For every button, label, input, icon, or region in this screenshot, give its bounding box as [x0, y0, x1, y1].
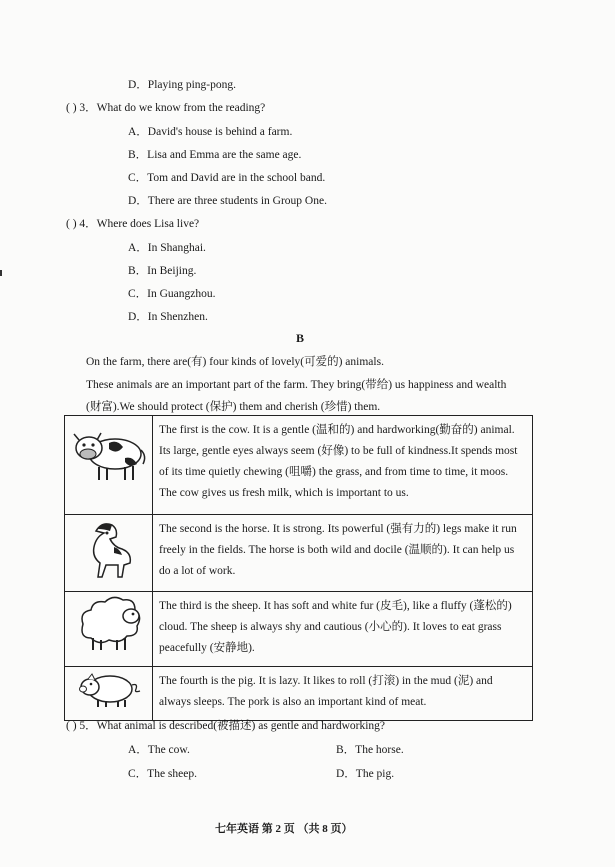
animal-row-cow	[65, 416, 533, 515]
q3-option-b: B．Lisa and Emma are the same age.	[128, 149, 302, 161]
intro-line-2: These animals are an important part of the farm. They bring(带给) us happiness and wealth	[86, 379, 507, 391]
pig-description: The fourth is the pig. It is lazy. It likes to roll (打滚) in the mud (泥) and always sleeps. The pork is also an important kind of meat.	[153, 667, 533, 721]
q2-option-d: D．Playing ping-pong.	[128, 79, 236, 91]
cow-icon	[65, 418, 152, 488]
q4-option-b: B．In Beijing.	[128, 265, 197, 277]
animal-row-sheep	[65, 592, 533, 667]
pig-picture-cell	[65, 667, 153, 721]
q3-option-d: D．There are three students in Group One.	[128, 195, 327, 207]
intro-line-3: (财富).We should protect (保护) them and cherish (珍惜) them.	[86, 401, 381, 413]
sheep-picture-cell	[65, 592, 153, 667]
q5-stem: ( ) 5．What animal is described(被描述) as gentle and hardworking?	[66, 720, 386, 732]
q3-option-c: C．Tom and David are in the school band.	[128, 172, 326, 184]
sheep-description: The third is the sheep. It has soft and white fur (皮毛), like a fluffy (蓬松的) cloud. The sheep is always shy and cautious (小心的). It loves to eat grass peacefully (安静地).	[153, 592, 533, 667]
q5-option-a: A．The cow.	[128, 744, 190, 756]
animals-table	[64, 415, 533, 721]
horse-description: The second is the horse. It is strong. Its powerful (强有力的) legs make it run freely in the fields. The horse is both wild and docile (温顺的). It can help us do a lot of work.	[153, 515, 533, 592]
q5-option-b: B．The horse.	[336, 744, 404, 756]
q4-option-c: C．In Guangzhou.	[128, 288, 216, 300]
q4-option-d: D．In Shenzhen.	[128, 311, 208, 323]
margin-mark	[0, 270, 2, 276]
q3-option-a: A．David's house is behind a farm.	[128, 126, 293, 138]
pig-icon	[65, 669, 152, 711]
horse-picture-cell	[65, 515, 153, 592]
cow-description: The first is the cow. It is a gentle (温和的) and hardworking(勤奋的) animal. Its large, gentle eyes always seem (好像) to be full of kindness.It spends most of its time quietly chewing (咀嚼) the grass, and from time to time, it moos. The cow gives us fresh milk, which is important to us.	[153, 416, 533, 515]
q4-stem: ( ) 4．Where does Lisa live?	[66, 218, 200, 230]
page-footer: 七年英语 第 2 页 （共 8 页）	[215, 823, 353, 835]
q4-option-a: A．In Shanghai.	[128, 242, 206, 254]
horse-icon	[65, 517, 152, 581]
animal-row-pig	[65, 667, 533, 721]
animal-row-horse	[65, 515, 533, 592]
section-label: B	[296, 331, 305, 345]
q5-option-d: D．The pig.	[336, 768, 395, 780]
q3-stem: ( ) 3．What do we know from the reading?	[66, 102, 266, 114]
cow-picture-cell	[65, 416, 153, 515]
sheep-icon	[65, 594, 152, 654]
q5-option-c: C．The sheep.	[128, 768, 197, 780]
intro-line-1: On the farm, there are(有) four kinds of lovely(可爱的) animals.	[86, 356, 384, 368]
